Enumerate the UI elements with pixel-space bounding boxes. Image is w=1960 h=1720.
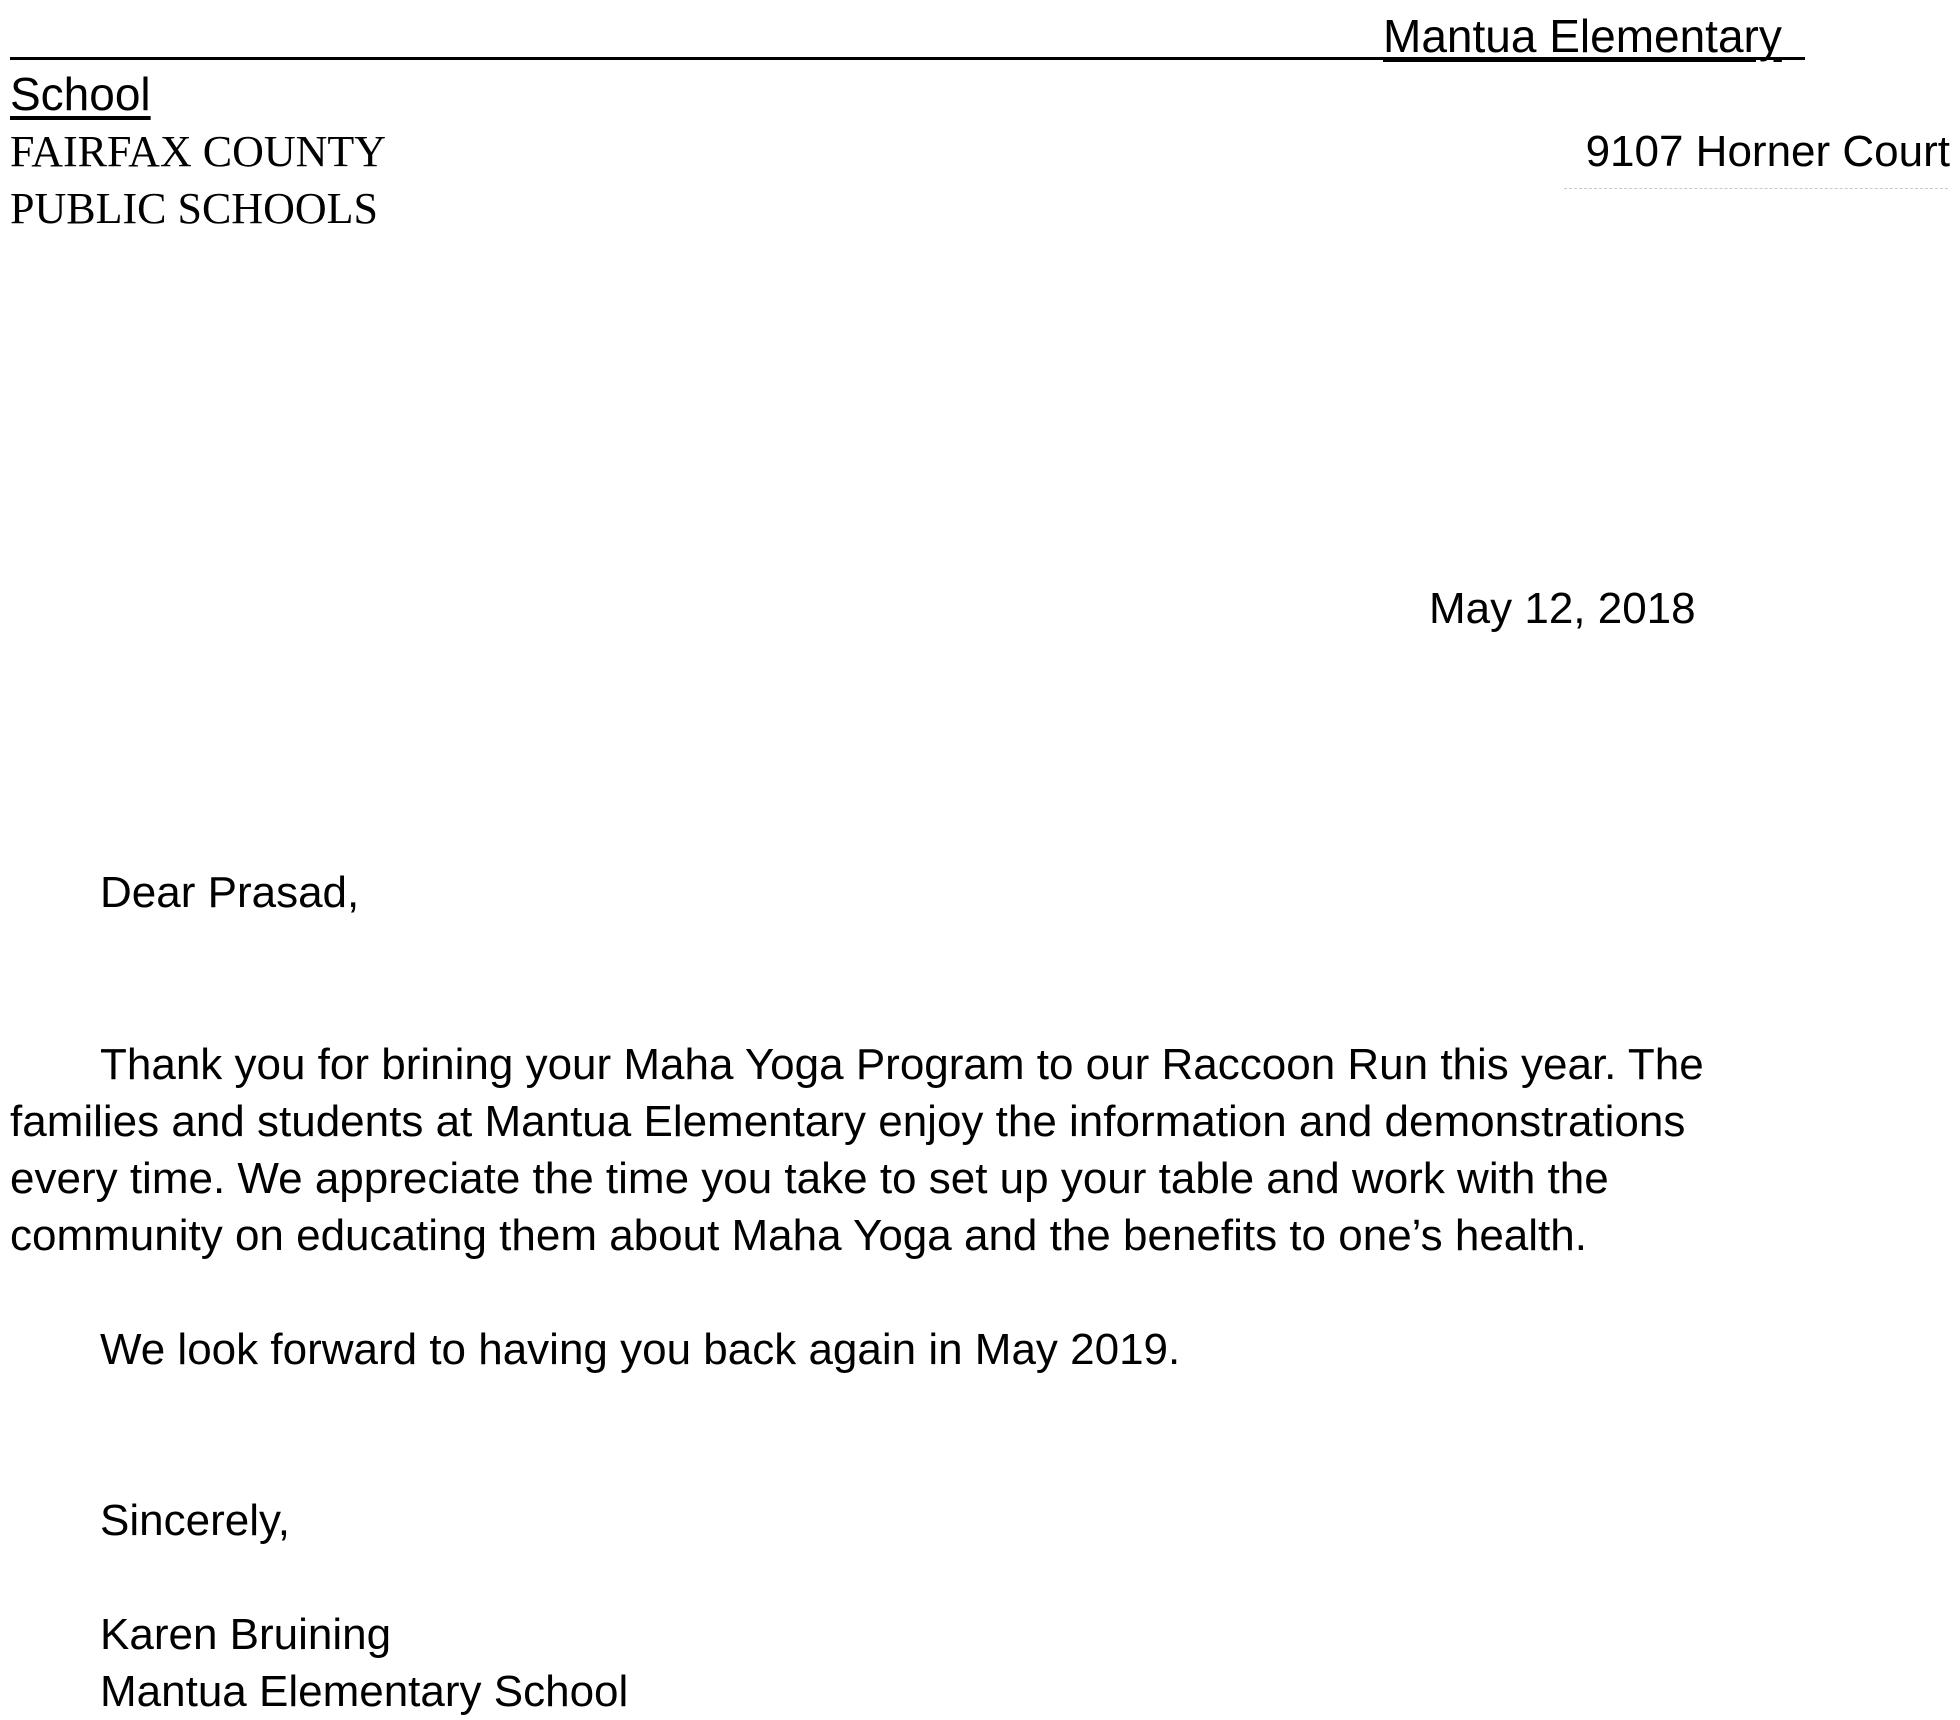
letter-body-line: every time. We appreciate the time you take to set up your table and work with the xyxy=(10,1154,1609,1203)
address-faint-rule xyxy=(1564,188,1948,189)
letter-salutation: Dear Prasad, xyxy=(100,868,360,917)
school-name-line-2 xyxy=(10,68,151,120)
signer-name: Karen Bruining xyxy=(100,1610,392,1659)
signer-organization: Mantua Elementary School xyxy=(100,1667,629,1716)
school-name-line-1 xyxy=(1383,10,1782,62)
letter-closing: Sincerely, xyxy=(100,1496,290,1545)
school-address-line-1: 9107 Horner Court xyxy=(1585,127,1950,176)
letter-body-line: families and students at Mantua Elementary enjoy the information and demonstrations xyxy=(10,1097,1686,1146)
school-name-line-1-text: Mantua Elementary xyxy=(1383,10,1782,62)
district-name-line-2: PUBLIC SCHOOLS xyxy=(10,184,378,233)
district-name-line-1: FAIRFAX COUNTY xyxy=(10,127,387,176)
letter-body-paragraph xyxy=(10,1036,1940,1264)
letter-body-line: community on educating them about Maha Yoga and the benefits to one’s health. xyxy=(10,1211,1587,1260)
school-name-line-2-text: School xyxy=(10,68,151,120)
letter-date: May 12, 2018 xyxy=(1429,584,1696,633)
letter-followup: We look forward to having you back again in May 2019. xyxy=(100,1325,1181,1374)
letter-body-line: Thank you for brining your Maha Yoga Program to our Raccoon Run this year. The xyxy=(100,1040,1704,1089)
